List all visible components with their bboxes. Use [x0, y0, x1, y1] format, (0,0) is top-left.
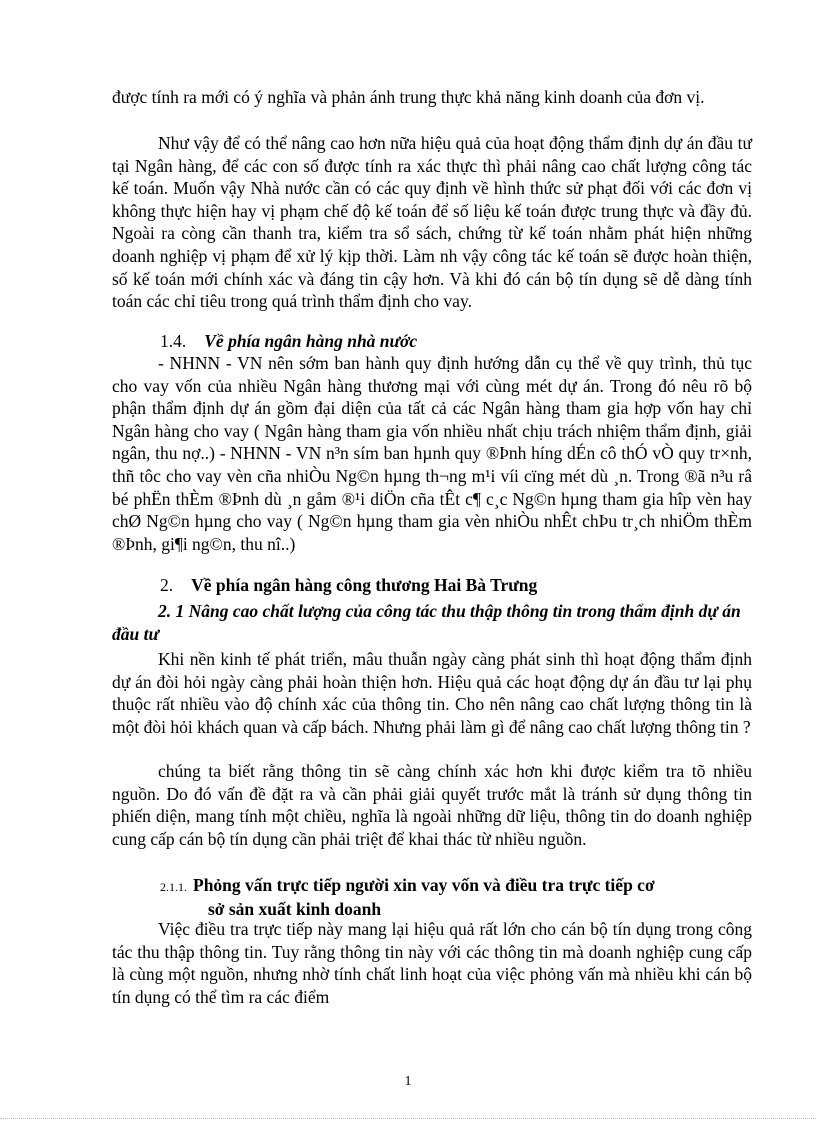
heading-line-1: Phỏng vấn trực tiếp người xin vay vốn và điều tra trực tiếp cơ: [193, 875, 655, 895]
page-number: 1: [404, 1074, 412, 1089]
heading-number: 1.4.: [160, 331, 187, 351]
page-bottom-rule: [0, 1118, 816, 1119]
heading-text: Về phía ngân hàng nhà nước: [204, 331, 418, 351]
heading-2-1-1: [160, 874, 752, 920]
heading-line-2: sở sản xuất kinh doanh: [208, 899, 382, 919]
paragraph-6: Việc điều tra trực tiếp này mang lại hiệu quả rất lớn cho cán bộ tín dụng trong công tác thu thập thông tin. Tuy rằng thông tin này với các thông tin mà doanh nghiệp cung cấp là cùng một nguồn, nhưng nhờ tính chất linh hoạt của việc phỏng vấn mà nhiều khi cán bộ tín dụng có thể tìm ra các điểm: [112, 919, 752, 1007]
paragraph-2: Như vậy để có thể nâng cao hơn nữa hiệu quả của hoạt động thẩm định dự án đầu tư tại Ngân hàng, để các con số được tính ra xác thực thì phải nâng cao chất lượng công tác kế toán. Muốn vậy Nhà nước cần có các quy định về hình thức sử phạt đối với các đơn vị không thực hiện hay vị phạm chế độ kế toán để số liệu kế toán được trung thực và đầy đủ. Ngoài ra còng cần thanh tra, kiểm tra sổ sách, chứng từ kế toán nhằm phát hiện những doanh nghiệp vị phạm để xử lý kịp thời. Làm nh vậy công tác kế toán sẽ được hoàn thiện, số kế toán mới chính xác và đáng tin cậy hơn. Và khi đó cán bộ tín dụng sẽ dễ dàng tính toán các chỉ tiêu trong quá trình thẩm định cho vay.: [112, 133, 752, 312]
paragraph-5: chúng ta biết rằng thông tin sẽ càng chính xác hơn khi được kiểm tra tõ nhiều nguồn. Do đó vấn đề đặt ra và cần phải giải quyết trước mắt là tránh sử dụng thông tin phiến diện, mang tính một chiều, nghĩa là ngoài những dữ liệu, thông tin do doanh nghiệp cung cấp cán bộ tín dụng cần phải triệt để khai thác từ nhiều nguồn.: [112, 761, 752, 849]
heading-number: 2.: [160, 575, 174, 595]
heading-text: Về phía ngân hàng công thương Hai Bà Trưng: [191, 575, 538, 595]
paragraph-4: Khi nền kinh tế phát triển, mâu thuẫn ngày càng phát sinh thì hoạt động thẩm định dự án đòi hỏi ngày càng phải hoàn thiện hơn. Hiệu quả các hoạt động dự án đầu tư lại phụ thuộc rất nhiều vào độ chính xác của thông tin. Cho nên nâng cao chất lượng thông tin là một đòi hỏi khách quan và cấp bách. Nhưng phải làm gì để nâng cao chất lượng thông tin ?: [112, 649, 752, 737]
heading-number: 2.1.1.: [160, 880, 187, 894]
heading-2: [160, 574, 537, 596]
heading-2-1: 2. 1 Nâng cao chất lượng của công tác thu thập thông tin trong thẩm định dự án đầu tư: [112, 601, 741, 644]
heading-1-4: [160, 330, 417, 352]
paragraph-1: được tính ra mới có ý nghĩa và phản ánh trung thực khả năng kinh doanh của đơn vị.: [112, 87, 705, 107]
paragraph-3: - NHNN - VN nên sớm ban hành quy định hướng dẫn cụ thể về quy trình, thủ tục cho vay vốn của nhiều Ngân hàng thương mại với cùng mét dự án. Trong đó nêu rõ bộ phận thẩm định dự án gồm đại diện của tất cả các Ngân hàng tham gia hợp vốn hay chỉ Ngân hàng cho vay ( Ngân hàng tham gia vốn nhiều nhất chịu trách nhiệm thẩm định, giải ngân, thu nợ..) - NHNN - VN n³n sím ban hµnh quy ®Þnh híng dÉn cô thÓ vÒ quy tr×nh, thñ tôc cho vay vèn cña nhiÒu Ng©n hµng th¬ng m¹i víi cïng mét dù ¸n. Trong ®ã n³u râ bé phËn thÈm ®Þnh dù ¸n gåm ®¹i diÖn cña tÊt c¶ c¸c Ng©n hµng tham gia hîp vèn hay chØ Ng©n hµng cho vay ( Ng©n hµng tham gia vèn nhiÒu nhÊt chÞu tr¸ch nhiÖm thÈm ®Þnh, gi¶i ng©n, thu nî..): [112, 353, 752, 554]
